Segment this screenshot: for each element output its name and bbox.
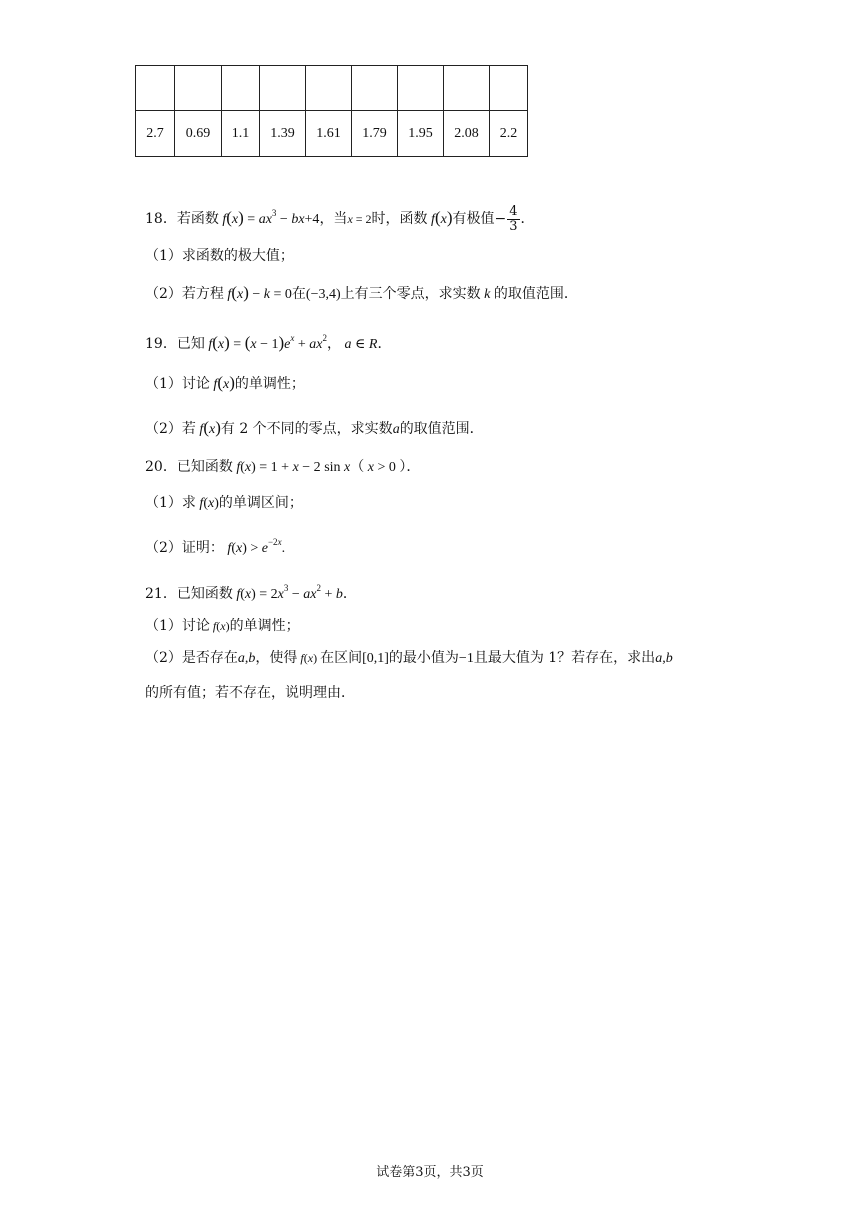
formula: f(x)	[209, 373, 235, 392]
part-text: 有 2 个不同的零点，求实数	[220, 421, 393, 437]
formula: $f(x) = (x - 1)e^x + ax^2$	[204, 333, 327, 352]
question-number: 18．	[145, 211, 177, 227]
table-cell: 1.61	[306, 111, 352, 157]
question-20-part-1	[145, 493, 303, 514]
part-label: （2）	[145, 421, 182, 437]
stem-text: （	[350, 459, 365, 475]
formula: a	[392, 422, 400, 437]
part-text: 的取值范围．	[399, 421, 484, 437]
table-cell: 1.1	[222, 111, 260, 157]
part-label: （1）	[145, 618, 182, 634]
table-cell	[260, 66, 306, 111]
formula: x > 0	[364, 460, 400, 475]
values-table	[135, 65, 528, 157]
formula: f(x)	[297, 651, 321, 665]
part-text: 证明：	[181, 540, 224, 556]
stem-text: 时，函数	[371, 211, 428, 227]
question-19-part-1	[145, 373, 305, 395]
part-text: ，使得	[255, 650, 298, 666]
question-18-part-1	[145, 246, 294, 266]
minus-sign: −	[494, 211, 507, 227]
question-18-stem	[145, 203, 535, 234]
part-label: （2）	[145, 650, 182, 666]
table-row	[136, 111, 528, 157]
table-cell: 2.2	[490, 111, 528, 157]
part-text: 且最大值为 1？若存在，求出	[473, 650, 656, 666]
table-cell: 1.79	[352, 111, 398, 157]
table-cell	[175, 66, 222, 111]
question-19-stem	[145, 328, 391, 355]
part-text: 是否存在	[181, 650, 238, 666]
part-label: （2）	[145, 540, 182, 556]
part-text: 讨论	[181, 618, 210, 634]
stem-text: 已知函数	[176, 459, 233, 475]
part-text: 上有三个零点，求实数	[340, 286, 481, 302]
part-text: 的单调性；	[229, 618, 300, 634]
formula: (−3,4)	[305, 287, 341, 302]
formula: a ∈ R	[341, 337, 378, 352]
stem-text: ．	[342, 586, 357, 602]
question-20-part-2	[145, 532, 285, 559]
table-cell	[444, 66, 490, 111]
formula: a,b	[237, 651, 256, 666]
stem-text: ，当	[319, 211, 348, 227]
formula: $f(x) > e^{-2x}$.	[223, 537, 286, 556]
stem-text: ，	[327, 336, 341, 352]
part-label: （1）	[145, 248, 182, 264]
table-cell	[490, 66, 528, 111]
part-text: 若	[181, 421, 196, 437]
table-cell	[306, 66, 352, 111]
stem-text: ．	[377, 336, 392, 352]
formula: $f(x) = 2x^3 - ax^2 + b$	[232, 583, 343, 602]
table-cell	[398, 66, 444, 111]
question-21-stem	[145, 578, 357, 605]
formula: f(x)	[195, 418, 221, 437]
part-text: 求	[181, 495, 196, 511]
part-text: 的所有值；若不存在，说明理由．	[145, 685, 355, 701]
question-21-part-2	[145, 648, 673, 669]
stem-text: 若函数	[176, 211, 219, 227]
table-cell	[136, 66, 175, 111]
part-text: 的单调区间；	[218, 495, 303, 511]
part-text: 在区间	[320, 650, 363, 666]
question-number: 21．	[145, 586, 177, 602]
table-cell: 2.7	[136, 111, 175, 157]
question-21-part-2-continued	[145, 683, 355, 703]
formula: k	[480, 287, 494, 302]
question-19-part-2	[145, 418, 484, 440]
formula: x = 2	[347, 212, 372, 226]
question-number: 20．	[145, 459, 177, 475]
question-21-part-1	[145, 616, 300, 636]
stem-text: 有极值	[452, 211, 495, 227]
part-text: 的单调性；	[234, 376, 305, 392]
part-text: 若方程	[181, 286, 224, 302]
question-20-stem	[145, 457, 420, 478]
stem-text: 已知	[176, 336, 205, 352]
formula: f(x) = 1 + x − 2 sin x	[232, 460, 351, 475]
table-cell: 0.69	[175, 111, 222, 157]
formula: [0,1]	[362, 651, 389, 666]
table-cell: 2.08	[444, 111, 490, 157]
part-label: （2）	[145, 286, 182, 302]
table-row	[136, 66, 528, 111]
formula: f(x)	[427, 208, 453, 227]
part-text: 在	[291, 286, 306, 302]
part-label: （1）	[145, 495, 182, 511]
fraction-denominator: 3	[509, 218, 518, 234]
table-cell	[352, 66, 398, 111]
part-text: 求函数的极大值；	[181, 248, 294, 264]
question-number: 19．	[145, 336, 177, 352]
table-cell: 1.95	[398, 111, 444, 157]
formula: f(x) − k = 0	[223, 283, 292, 302]
table-cell	[222, 66, 260, 111]
part-text: 的最小值为	[388, 650, 459, 666]
stem-text: ）．	[399, 459, 421, 475]
formula: f(x)	[209, 619, 230, 633]
fraction	[507, 205, 519, 234]
part-text: 讨论	[181, 376, 210, 392]
question-18-part-2	[145, 283, 578, 305]
stem-text: ．	[520, 211, 535, 227]
table-cell: 1.39	[260, 111, 306, 157]
formula: −1	[458, 651, 474, 666]
page-footer: 试卷第3页，共3页	[376, 1165, 484, 1180]
formula: $f(x) = ax^3 - bx+4$	[218, 208, 320, 227]
formula: a,b	[655, 651, 673, 666]
stem-text: 已知函数	[176, 586, 233, 602]
formula: f(x)	[195, 496, 219, 511]
fraction-numerator: 4	[509, 203, 518, 219]
part-text: 的取值范围．	[493, 286, 578, 302]
part-label: （1）	[145, 376, 182, 392]
